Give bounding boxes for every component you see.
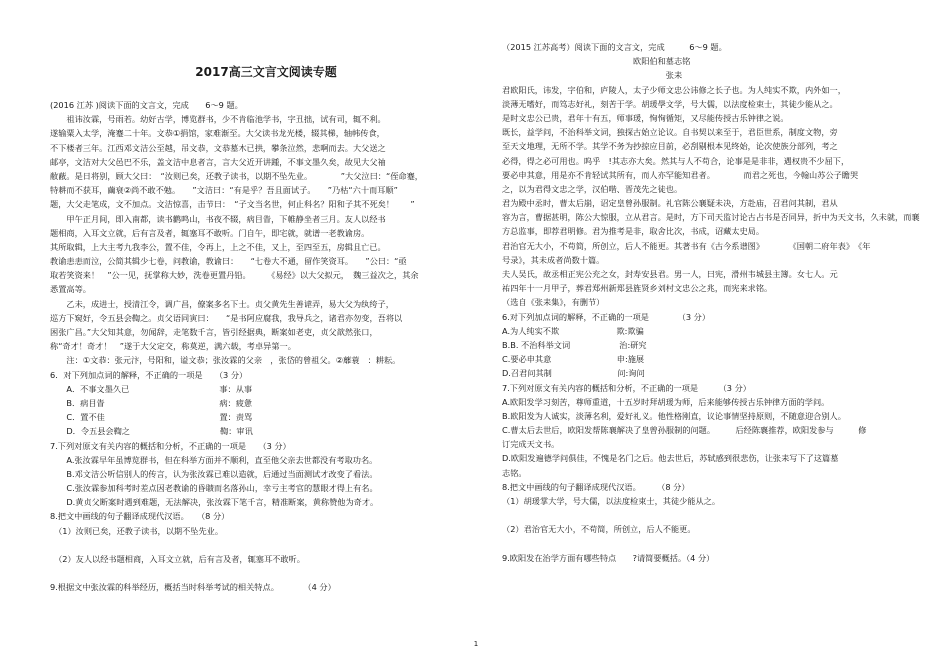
right-text-line: 志铭。 [502,467,527,478]
left-text-line: 6．对下列加点词的解释，不正确的一项是 （3 分） [50,369,248,380]
left-text-line: 教谕恚恚而泣，公简其辑少七卷，问教谕，教谕曰： “七卷大不通，留作笑资耳。 ”公曰：“亟 [50,256,407,267]
left-text-line: D．令五县会鞫之 鞫：审讯 [50,426,253,437]
right-text-line: 淡薄无嗜好，而笃志好礼，刻苦于学。胡瑗學文学，号大儒，以法度检束士，其徒少能从之。 [502,98,838,109]
right-text-line: 之，以为君得文忠之学，汉伯喈、晋茂先之徒也。 [502,183,683,194]
left-text-line [50,538,482,552]
left-text-line: 悉置高等。 [50,284,91,295]
left-text-line: 邮亭，文洁对大父邑巴不乐，盖文洁中息者言，言大父近开讲踵，不事文墨久矣，故见大父䄂 [50,156,386,167]
right-text-line: 方总监事，即荐君明修。君为推考是非，取舍比次，书成，诏藏太史局。 [502,226,765,237]
right-text-line: 是时文忠公已贵，君年十有五，师事瑗，恂恂循矩，又尽能传授古乐钟律之说。 [502,112,789,123]
right-text-line: C.曹太后去世后，欧阳发帮陈襄解决了皇曾孙服制的问题。 后经陈襄推荐，欧阳发参与 修 [502,425,867,436]
right-text-line: （2015 江苏高考）阅读下面的文言文，完成 6～9 题。 [502,42,727,52]
left-text-line: 巡方下窥好，令五县会鞫之。贞父语同寅曰： “是书阿应腐我，我导兵之，诸君亦勿变，吾将以 [50,312,403,323]
right-text-line: B.欧阳发为人诚实，淡薄名利，爱好礼义。他性格刚直，议论事情坚持原则，不随意迎合别人。 [502,410,846,421]
left-text-line: 祖讳汝霖，号雨若。幼好古学，博览群书，少不肯临池学书，字丑拙，试有司，辄不利。 [50,114,386,125]
left-text-line: （1）汝则已矣，还教子读书，以期不坠先业。 [50,525,224,536]
right-text-line: C.要必申其意 申:施展 [502,354,645,365]
right-text-line: （2）君治官无大小，不苟简，所创立，后人不能更。 [502,524,696,535]
right-text-line: 号录》，其未成者尚数十篇。 [502,254,605,265]
left-text-line: 乙未，成进士，授清江令，调广昌，僚案多名下士。贞父黄先生善谑弄，易大父为纨绔子， [50,298,394,309]
right-text-line: 夫人吴氏，故丞相正宪公充之女，封寿安县君。男一人，曰宪，滑州韦城县主簿。女七人。元 [502,269,838,279]
right-text-line: 订完成天文书。 [502,439,560,450]
left-text-line: 遂输粟入太学，淹蹇二十年。文恭①捐馆，家难渐至。大父读书龙光楼，辍其梯，轴帏传食， [50,128,385,139]
right-text-line: 8.把文中画线的句子翻译成现代汉语。 （8 分） [502,481,690,492]
left-text-line: A.张汝霖早年虽博览群书，但在科举方面并不顺利，直至他父亲去世都没有考取功名。 [50,454,378,465]
left-text-line: （2）友人以经书题相商，入耳文立就，后有言及者，辄塞耳不敢听。 [50,554,305,564]
right-text-line: B.B. 不治科举文词 治:研究 [502,339,647,350]
right-text-line: 欧阳伯和墓志铭 [502,56,691,67]
left-text-line: 取若笑资来！ ”公一见，抚掌称大妙，洗卷更置丹铅。 《易经》以大父拟元， 魏三益次之，其余 [50,270,419,281]
right-text-line: 祐四年十一月甲子，葬君郑州新郑县旌贤乡刘村文忠公之兆，而宪来求铭。 [502,283,773,294]
left-text-line: 注：①文恭：张元汴，号阳和，谥文恭；张汝霖的父亲 ，张岱的曾祖父。②蘼蓑 ：耕耘。 [50,355,401,366]
left-text-line [50,566,482,580]
right-text-line: （1）胡瑗掌大学，号大儒，以法度检束士，其徒少能从之。 [502,496,721,506]
left-text-line: (2016 江苏 )阅读下面的文言文，完成 6～9 题。 [50,100,243,110]
left-text-line: 其所取辑，上大主考九我李公，置不佳，令再上，上之不佳，又上，至四至五，房辑且亡已。 [50,241,386,252]
left-text-line: 题，大父走笔成，文不加点。文洁惊喜，击节曰： “子文当名世，何止科名？阳和子其不死矣！ ” [50,199,415,210]
left-text-line: 题相商，入耳文立就，后有言及者，辄塞耳不敢听。门自午，即宅就，就谱一老教谕房。 [50,227,370,238]
left-text-line: 敝蔽。是日将别，顾大父曰： “汝则已矣，还教子读书，以期不坠先业。 ”大父泣曰：“侄命蹇， [50,170,423,181]
document-title: 2017高三文言文阅读专题 [195,65,337,79]
right-text-line: 6.对下列加点词的解释，不正确的一项是 （3 分） [502,311,711,322]
right-text-line: 容为言，曹据甚明，陈公大惊服，立从君言。是时，方下司天监讨论古占书是否同异，折中为天文书，久未就，而襄 [502,212,920,223]
right-text-line: 要必申其意，用是亦不肯轻试其所有，而人亦罕能知君者。 而君之死也，今翰山苏公子瞻哭 [502,169,859,180]
right-text-line: 至天文地理，无所不学。其学不务为抄掠应目前，必刮剔根本见终始，论次使族分部列，考之 [502,141,838,152]
left-text-line: B．病目眚 病：疲惫 [50,397,253,408]
left-text-line: 称“奇才！奇才！ ”遂于大父定交，称莫逆，满六载，考卓异第一。 [50,341,296,352]
right-text-line: D.欧阳发遍德学问俱佳，不愧是名门之后。他去世后，苏轼感到很悲伤，让张耒写下了这篇墓 [502,453,839,464]
left-text-line: 8.把文中画线的句子翻译成现代汉语。 （8 分） [50,511,230,522]
right-text-line [502,508,922,522]
left-text-line: C.张汝霖参加科考时差点因老教谕的昏聩而名落孙山，幸亏主考官的慧眼才得上有名。 [50,483,378,494]
page-number: 1 [473,640,479,648]
left-column [50,98,482,595]
left-text-line: 7.下列对原文有关内容的概括和分析，不正确的一项是 （3 分） [50,440,291,451]
right-text-line: 君治官无大小，不苟简，所创立，后人不能更。其著书有《古今系谱图》 《国朝二府年表》 《年 [502,240,871,251]
right-text-line: A.欧阳发学习刻苦，尊师重道，十五岁时拜胡瑗为师，后来能够传授古乐钟律方面的学问。 [502,396,830,407]
left-text-line: 甲午正月间，即入南都，读书鹳鸣山，书夜不辍，病目眚，下帷静坐者三月。友人以经书 [50,213,386,224]
left-text-line: A．不事文墨久已 事：从事 [50,383,253,394]
right-text-line: 必得，得之必可用也。呜乎 !其志亦大矣。然其与人不苟合，论事是是非非，遇权贵不少屈下， [502,155,850,166]
left-text-line: 困张广昌。”大父知其意，勿闻辞，走笔数千言，皆引经据典，断案如老吏，贞父歆然张口， [50,327,378,337]
left-text-line: D.黄贞父断案时遇到难题，无法解决，张汝霖下笔千言，精准断案，黄称赞他为奇才。 [50,497,379,508]
right-text-line: D.召君问其制 问:询问 [502,368,645,379]
right-text-line: 既长，益学问，不治科举文词，独探古始立论议。自书契以来至于，君臣世系，制度文物，旁 [502,127,838,138]
right-text-line: 9.欧阳发在治学方面有哪些特点 ?请简要概括。（4 分） [502,552,715,563]
right-column [502,40,922,565]
right-text-line: （选自《张耒集》，有删节） [502,297,605,308]
right-text-line: 君欧阳氏，讳发，字伯和，庐陵人，太子少师文忠公讳修之长子也。为人纯实不欺，内外如一， [502,84,846,95]
left-text-line: 特耕而不获耳，繭衰②尚不敢不勉。 ”文洁曰：“有是乎？吾且面试子。 ”乃枯“六十而耳顺” [50,185,398,196]
left-text-line: 不下楼者三年。江西邓文洁公至越，吊文恭，文恭墓木已拱，攀条泣然，悲啊而去。大父送之 [50,142,386,153]
right-text-line: 君为殿中丞时，曹太后崩，诏定皇曾孙服制。礼官陈公襄疑未决，方赴庙，召君问其制，君从 [502,198,838,209]
right-text-line: A.为人纯实不欺 欺:欺骗 [502,325,644,336]
left-text-line: C．置不佳 置：责骂 [50,412,253,423]
left-text-line: 9.根据文中张汝霖的科举经历，概括当时科举考试的相关特点。 （4 分） [50,582,336,593]
left-text-line: B.邓文洁公听信别人的传言，认为张汝霖已难以造就，后通过当面测试才改变了看法。 [50,468,378,479]
right-text-line [502,537,922,551]
right-text-line: 张耒 [502,70,683,81]
right-text-line: 7.下列对原文有关内容的概括和分析，不正确的一项是 （3 分） [502,382,751,393]
